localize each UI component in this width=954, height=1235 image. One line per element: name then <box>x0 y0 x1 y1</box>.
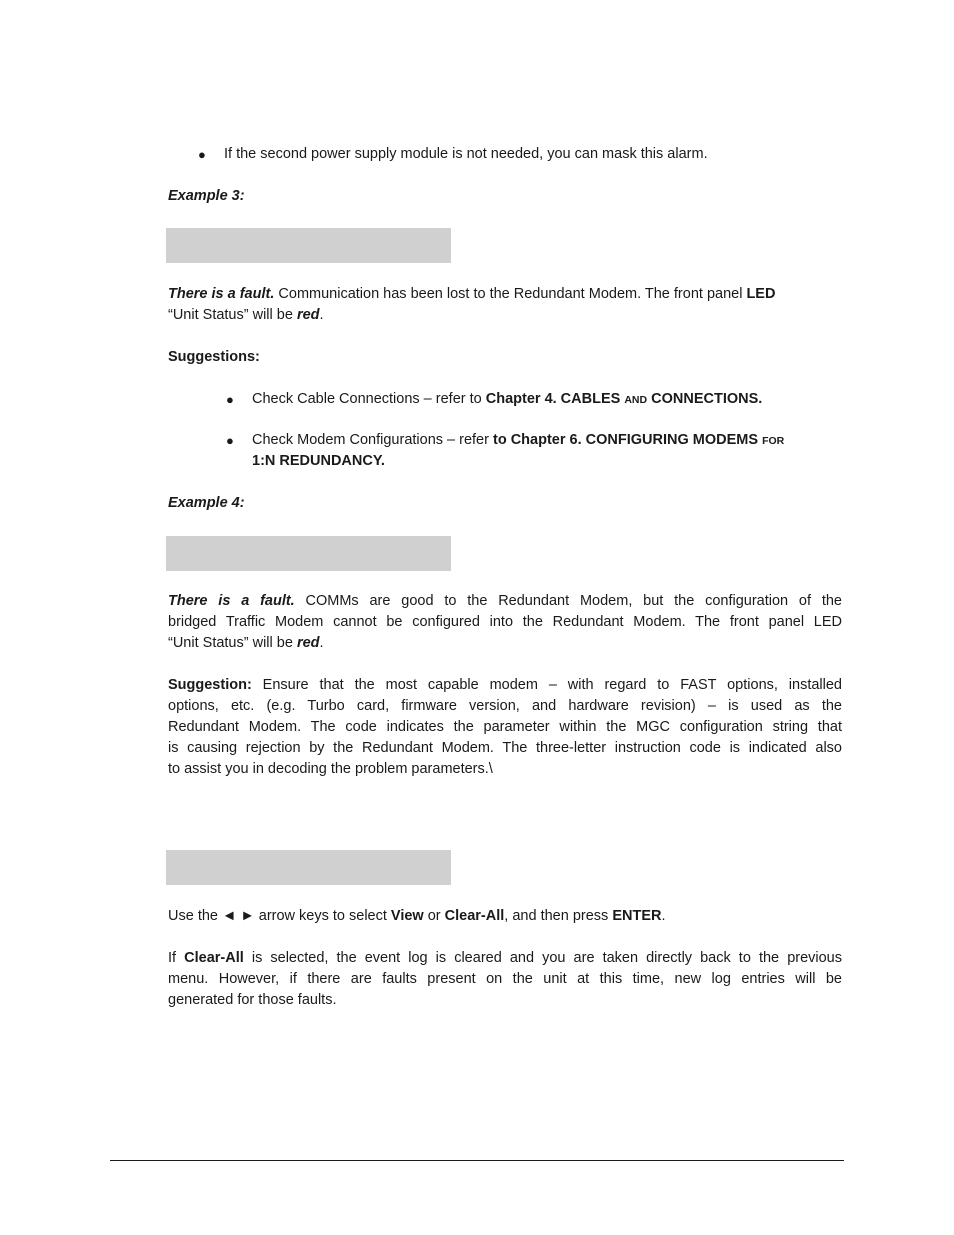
suggestion-bullet-2-cont: 1:N REDUNDANCY. <box>252 453 385 469</box>
example-4-fault-line-2: bridged Traffic Modem cannot be configured into the Redundant Modem. The front panel LED <box>168 614 842 630</box>
example-3-fault-line-2: “Unit Status” will be red. <box>168 307 324 323</box>
suggestion-bullet-1: Check Cable Connections – refer to Chapter 4. CABLES AND CONNECTIONS. <box>252 391 763 407</box>
lcd-display-box <box>166 850 451 885</box>
event-log-para-line-3: generated for those faults. <box>168 992 337 1008</box>
bullet-icon: ● <box>226 433 234 448</box>
lcd-display-box <box>166 228 451 263</box>
event-log-para-line-2: menu. However, if there are faults present on the unit at this time, new log entries will be <box>168 971 842 987</box>
suggestion-line-3: Redundant Modem. The code indicates the parameter within the MGC configuration string that <box>168 719 842 735</box>
example-3-heading: Example 3: <box>168 188 245 204</box>
suggestions-heading: Suggestions: <box>168 349 260 365</box>
bullet-icon: ● <box>226 392 234 407</box>
lcd-display-box <box>166 536 451 571</box>
example-4-fault-line-1: There is a fault. COMMs are good to the Redundant Modem, but the configuration of the <box>168 593 842 609</box>
bullet-icon: ● <box>198 147 206 162</box>
example-4-heading: Example 4: <box>168 495 245 511</box>
event-log-nav-line: Use the ◄ ► arrow keys to select View or Clear-All, and then press ENTER. <box>168 908 666 924</box>
suggestion-line-2: options, etc. (e.g. Turbo card, firmware version, and hardware revision) – is used as the <box>168 698 842 714</box>
suggestion-bullet-2: Check Modem Configurations – refer to Chapter 6. CONFIGURING MODEMS FOR <box>252 432 785 448</box>
suggestion-line-4: is causing rejection by the Redundant Modem. The three-letter instruction code is indicated also <box>168 740 842 756</box>
bullet-text: If the second power supply module is not needed, you can mask this alarm. <box>224 146 708 162</box>
suggestion-line-5: to assist you in decoding the problem parameters.\ <box>168 761 493 777</box>
example-3-fault-line-1: There is a fault. Communication has been lost to the Redundant Modem. The front panel LED <box>168 286 776 302</box>
example-4-fault-line-3: “Unit Status” will be red. <box>168 635 324 651</box>
suggestion-line-1: Suggestion: Ensure that the most capable modem – with regard to FAST options, installed <box>168 677 842 693</box>
footer-rule <box>110 1160 844 1161</box>
event-log-para-line-1: If Clear-All is selected, the event log is cleared and you are taken directly back to the previous <box>168 950 842 966</box>
